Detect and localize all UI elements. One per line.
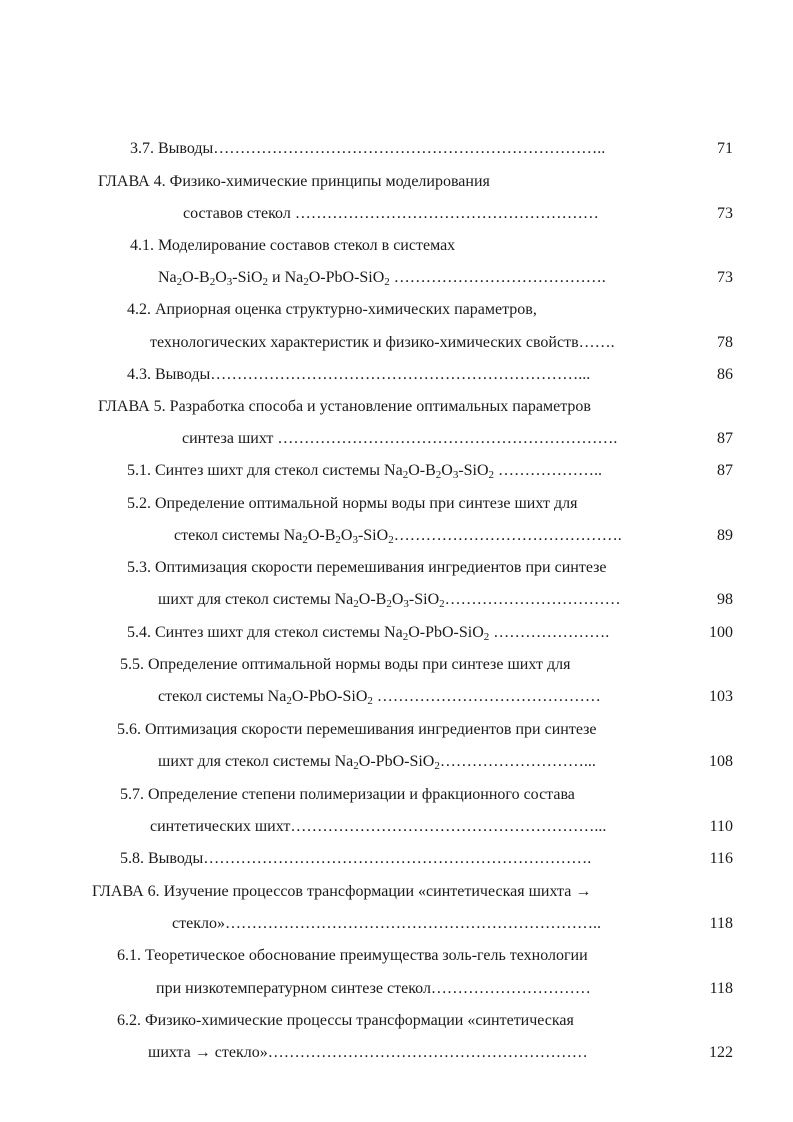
toc-entry-5-2-continuation: стекол системы $Na_2O-B_2O_3-SiO_2\dots\dots\dots\dots\dots\dots\dots\dots\dots\dots\dots\dots\dots\dots$.: [174, 527, 622, 546]
toc-entry-4-1: 4.1. Моделирование составов стекол в системах: [130, 237, 456, 254]
toc-entry-5-8: 5.8. Выводы……………………………………………………………….: [120, 850, 592, 867]
toc-entry-5-2: 5.2. Определение оптимальной нормы воды при синтезе шихт для: [127, 495, 578, 512]
toc-page-number: 71: [717, 140, 733, 157]
toc-page-number: 118: [709, 980, 733, 997]
toc-entry-5-6-continuation: шихт для стекол системы $Na_2O-PbO-SiO_2\dots\dots\dots\dots\dots\dots\dots\dots\dots$...: [158, 753, 596, 772]
toc-entry-6-1-continuation: при низкотемпературном синтезе стекол…………………………: [156, 980, 591, 997]
toc-chapter-5-title: ГЛАВА 5. Разработка способа и установление оптимальных параметров: [98, 398, 591, 415]
toc-entry-5-4: 5.4. Синтез шихт для стекол системы $Na_2O-PbO-SiO_2$ ………………….: [127, 624, 610, 643]
toc-chapter-5-continuation: синтеза шихт ……………………………………………………….: [182, 430, 618, 447]
toc-entry-5-3-continuation: шихт для стекол системы $Na_2O-B_2O_3-SiO_2\dots\dots\dots\dots\dots\dots\dots\dots\dots\dots\dots$: [158, 591, 621, 610]
toc-page-number: 86: [717, 366, 733, 383]
toc-page-number: 110: [709, 818, 733, 835]
toc-entry-5-5: 5.5. Определение оптимальной нормы воды при синтезе шихт для: [120, 656, 571, 673]
toc-chapter-4-continuation: составов стекол …………………………………………………: [183, 205, 599, 222]
toc-entry-6-2: 6.2. Физико-химические процессы трансформации «синтетическая: [117, 1012, 574, 1029]
toc-page-number: 122: [709, 1044, 733, 1061]
toc-entry-5-7: 5.7. Определение степени полимеризации и фракционного состава: [120, 786, 575, 803]
toc-chapter-6-continuation: стекло»……………………………………………………………..: [172, 915, 601, 932]
toc-entry-4-2: 4.2. Априорная оценка структурно-химических параметров,: [127, 301, 537, 318]
toc-entry-5-6: 5.6. Оптимизация скорости перемешивания ингредиентов при синтезе: [117, 721, 597, 738]
toc-entry-6-1: 6.1. Теоретическое обоснование преимущества золь-гель технологии: [117, 947, 588, 964]
toc-page-number: 116: [709, 850, 733, 867]
toc-entry-3-7: 3.7. Выводы………………………………………………………………..: [130, 140, 606, 157]
toc-page-number: 87: [717, 430, 733, 447]
toc-page-number: 118: [709, 915, 733, 932]
toc-page-number: 98: [717, 591, 733, 608]
toc-page-number: 73: [717, 269, 733, 286]
toc-entry-5-3: 5.3. Оптимизация скорости перемешивания ингредиентов при синтезе: [127, 559, 607, 576]
toc-page-number: 103: [709, 688, 733, 705]
toc-page-number: 89: [717, 527, 733, 544]
toc-entry-5-5-continuation: стекол системы $Na_2O-PbO-SiO_2$ ……………………………………: [158, 688, 601, 707]
toc-entry-6-2-continuation: шихта → стекло»……………………………………………………: [148, 1044, 588, 1061]
toc-entry-5-7-continuation: синтетических шихт…………………………………………………...: [150, 818, 607, 835]
toc-entry-4-1-continuation: $Na_2O-B_2O_3-SiO_2$ и $Na_2O-PbO-SiO_2$ ………………………………….: [158, 269, 606, 288]
toc-page-number: 100: [709, 624, 733, 641]
toc-page-number: 108: [709, 753, 733, 770]
toc-entry-4-3: 4.3. Выводы……………………………………………………………...: [127, 366, 591, 383]
toc-chapter-4-title: ГЛАВА 4. Физико-химические принципы моделирования: [98, 173, 490, 190]
toc-page-number: 78: [717, 334, 733, 351]
toc-chapter-6-title: ГЛАВА 6. Изучение процессов трансформации «синтетическая шихта →: [92, 883, 592, 900]
toc-page-number: 87: [717, 462, 733, 479]
toc-page-number: 73: [717, 205, 733, 222]
toc-entry-4-2-continuation: технологических характеристик и физико-химических свойств…….: [150, 334, 615, 351]
toc-entry-5-1: 5.1. Синтез шихт для стекол системы $Na_2O-B_2O_3-SiO_2$ ………………..: [127, 462, 603, 481]
